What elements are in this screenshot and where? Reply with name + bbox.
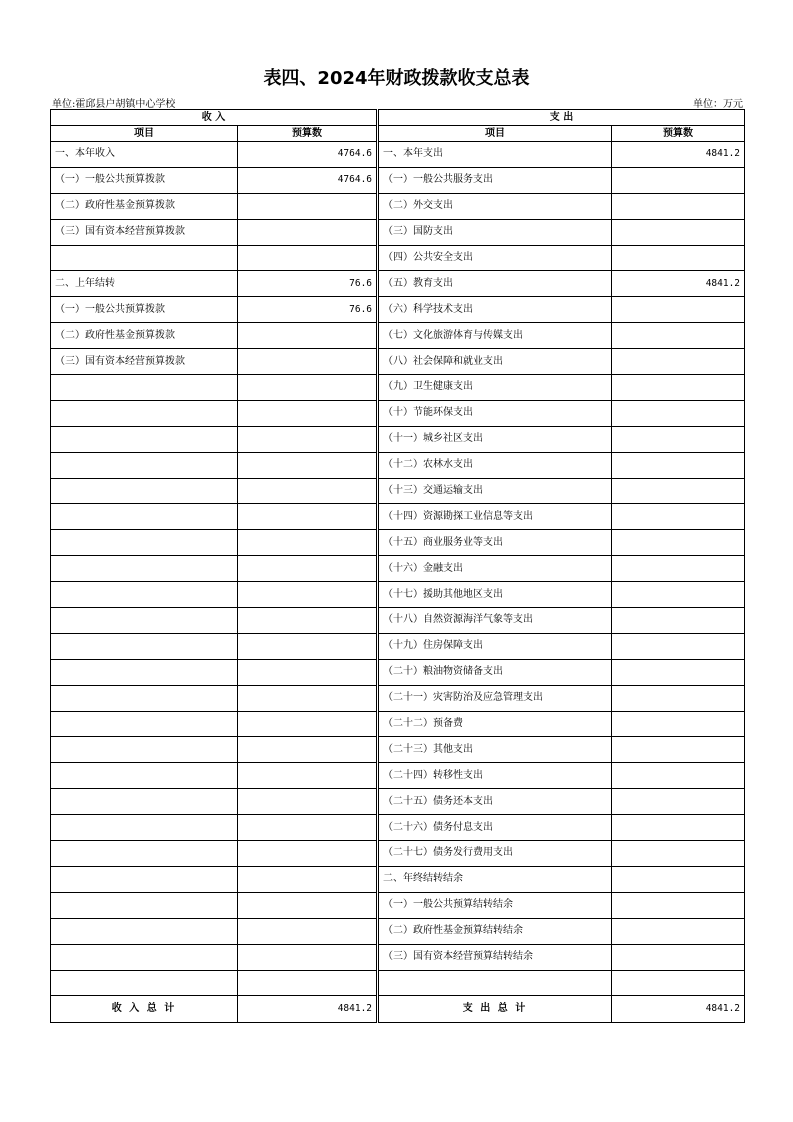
income-item-cell: 一、本年收入: [51, 142, 238, 168]
income-item-cell: [51, 608, 238, 634]
expense-item-cell: （二十五）债务还本支出: [379, 789, 612, 815]
table-row: [51, 349, 745, 375]
expense-item-cell: （二十四）转移性支出: [379, 763, 612, 789]
income-value-cell: [238, 815, 377, 841]
income-item-cell: （二）政府性基金预算拨款: [51, 323, 238, 349]
income-value-cell: [238, 426, 377, 452]
table-row: [51, 841, 745, 867]
expense-value-cell: [612, 530, 745, 556]
expense-item-cell: （十二）农林水支出: [379, 452, 612, 478]
income-value-cell: [238, 685, 377, 711]
table-row: [51, 970, 745, 996]
expense-item-cell: [379, 970, 612, 996]
expense-item-cell: （十五）商业服务业等支出: [379, 530, 612, 556]
expense-value-cell: [612, 556, 745, 582]
expense-item-cell: （十七）援助其他地区支出: [379, 582, 612, 608]
table-row: [51, 866, 745, 892]
expense-item-cell: 二、年终结转结余: [379, 866, 612, 892]
budget-table-body: [51, 110, 745, 1023]
income-value-cell: [238, 789, 377, 815]
expense-value-cell: [612, 841, 745, 867]
expense-item-cell: （二十六）债务付息支出: [379, 815, 612, 841]
expense-value-cell: [612, 789, 745, 815]
page-title: 表四、2024年财政拨款收支总表: [263, 68, 530, 89]
expense-value-cell: [612, 323, 745, 349]
table-row: [51, 944, 745, 970]
expense-value-cell: [612, 737, 745, 763]
table-row: [51, 142, 745, 168]
table-row: [51, 556, 745, 582]
income-value-cell: [238, 763, 377, 789]
table-row: [51, 400, 745, 426]
expense-value-cell: [612, 478, 745, 504]
expense-item-cell: （十三）交通运输支出: [379, 478, 612, 504]
expense-item-cell: （十四）资源勘探工业信息等支出: [379, 504, 612, 530]
table-row: [51, 582, 745, 608]
income-item-cell: [51, 789, 238, 815]
income-item-cell: [51, 452, 238, 478]
expense-value-cell: [612, 633, 745, 659]
table-row: [51, 815, 745, 841]
expense-item-cell: （六）科学技术支出: [379, 297, 612, 323]
income-item-cell: [51, 866, 238, 892]
income-item-cell: [51, 504, 238, 530]
income-section-header: 收 入: [51, 110, 377, 126]
table-row: [51, 504, 745, 530]
income-item-cell: （三）国有资本经营预算拨款: [51, 219, 238, 245]
table-row: [51, 271, 745, 297]
expense-item-cell: （十一）城乡社区支出: [379, 426, 612, 452]
expense-item-cell: （八）社会保障和就业支出: [379, 349, 612, 375]
income-value-cell: [238, 219, 377, 245]
table-row: [51, 892, 745, 918]
expense-value-cell: 4841.2: [612, 271, 745, 297]
income-value-cell: [238, 556, 377, 582]
expense-value-cell: [612, 426, 745, 452]
income-item-cell: [51, 245, 238, 271]
income-value-cell: [238, 918, 377, 944]
expense-budget-header: 预算数: [612, 126, 745, 142]
income-item-cell: [51, 659, 238, 685]
income-total-label: 收 入 总 计: [51, 996, 238, 1023]
income-item-header: 项目: [51, 126, 238, 142]
expense-value-cell: [612, 659, 745, 685]
expense-value-cell: [612, 167, 745, 193]
table-row: [51, 452, 745, 478]
income-value-cell: [238, 892, 377, 918]
income-value-cell: [238, 944, 377, 970]
expense-value-cell: [612, 892, 745, 918]
expense-value-cell: [612, 866, 745, 892]
income-value-cell: [238, 582, 377, 608]
income-value-cell: [238, 478, 377, 504]
income-value-cell: [238, 504, 377, 530]
expense-item-cell: （十九）住房保障支出: [379, 633, 612, 659]
income-item-cell: [51, 582, 238, 608]
income-item-cell: [51, 918, 238, 944]
table-row: [51, 737, 745, 763]
income-value-cell: [238, 245, 377, 271]
expense-value-cell: [612, 504, 745, 530]
income-item-cell: [51, 737, 238, 763]
expense-value-cell: [612, 219, 745, 245]
expense-item-header: 项目: [379, 126, 612, 142]
table-row: [51, 659, 745, 685]
expense-value-cell: [612, 970, 745, 996]
income-item-cell: [51, 841, 238, 867]
budget-table: [50, 109, 745, 1023]
expense-value-cell: [612, 815, 745, 841]
expense-value-cell: [612, 918, 745, 944]
income-item-cell: [51, 892, 238, 918]
table-row: [51, 167, 745, 193]
expense-value-cell: [612, 685, 745, 711]
income-item-cell: [51, 970, 238, 996]
expense-item-cell: （二十二）预备费: [379, 711, 612, 737]
table-row: [51, 426, 745, 452]
income-value-cell: [238, 349, 377, 375]
income-value-cell: [238, 608, 377, 634]
expense-item-cell: （二）外交支出: [379, 193, 612, 219]
income-item-cell: [51, 426, 238, 452]
expense-item-cell: （二十七）债务发行费用支出: [379, 841, 612, 867]
table-row: [51, 685, 745, 711]
expense-value-cell: [612, 193, 745, 219]
income-value-cell: [238, 375, 377, 401]
expense-item-cell: （二）政府性基金预算结转结余: [379, 918, 612, 944]
table-row: [51, 478, 745, 504]
income-value-cell: [238, 452, 377, 478]
expense-item-cell: （十）节能环保支出: [379, 400, 612, 426]
income-item-cell: （二）政府性基金预算拨款: [51, 193, 238, 219]
income-item-cell: [51, 815, 238, 841]
expense-item-cell: （三）国防支出: [379, 219, 612, 245]
expense-item-cell: （二十三）其他支出: [379, 737, 612, 763]
expense-item-cell: （十八）自然资源海洋气象等支出: [379, 608, 612, 634]
income-budget-header: 预算数: [238, 126, 377, 142]
income-total-value: 4841.2: [238, 996, 377, 1023]
income-item-cell: （一）一般公共预算拨款: [51, 167, 238, 193]
currency-unit-label: 单位：万元: [693, 99, 743, 110]
expense-item-cell: 一、本年支出: [379, 142, 612, 168]
expense-value-cell: [612, 711, 745, 737]
expense-item-cell: （七）文化旅游体育与传媒支出: [379, 323, 612, 349]
expense-value-cell: [612, 375, 745, 401]
table-row: [51, 375, 745, 401]
expense-item-cell: （二十一）灾害防治及应急管理支出: [379, 685, 612, 711]
table-row: [51, 245, 745, 271]
income-value-cell: [238, 323, 377, 349]
expense-total-label: 支 出 总 计: [379, 996, 612, 1023]
expense-item-cell: （一）一般公共服务支出: [379, 167, 612, 193]
total-row: [51, 996, 745, 1023]
column-header-row: [51, 126, 745, 142]
income-value-cell: [238, 659, 377, 685]
table-row: [51, 608, 745, 634]
expense-section-header: 支 出: [379, 110, 745, 126]
income-value-cell: [238, 400, 377, 426]
expense-item-cell: （一）一般公共预算结转结余: [379, 892, 612, 918]
table-row: [51, 219, 745, 245]
expense-value-cell: [612, 582, 745, 608]
income-value-cell: [238, 711, 377, 737]
expense-value-cell: [612, 349, 745, 375]
income-value-cell: 4764.6: [238, 142, 377, 168]
expense-item-cell: （二十）粮油物资储备支出: [379, 659, 612, 685]
income-item-cell: （一）一般公共预算拨款: [51, 297, 238, 323]
expense-total-value: 4841.2: [612, 996, 745, 1023]
expense-value-cell: [612, 400, 745, 426]
income-item-cell: [51, 944, 238, 970]
income-item-cell: [51, 400, 238, 426]
expense-item-cell: （四）公共安全支出: [379, 245, 612, 271]
expense-value-cell: [612, 297, 745, 323]
income-value-cell: [238, 530, 377, 556]
income-item-cell: [51, 711, 238, 737]
table-row: [51, 633, 745, 659]
table-row: [51, 530, 745, 556]
income-value-cell: [238, 737, 377, 763]
income-value-cell: [238, 193, 377, 219]
income-value-cell: [238, 841, 377, 867]
income-item-cell: [51, 633, 238, 659]
income-item-cell: [51, 478, 238, 504]
income-item-cell: [51, 530, 238, 556]
expense-value-cell: [612, 245, 745, 271]
income-item-cell: [51, 375, 238, 401]
income-value-cell: 4764.6: [238, 167, 377, 193]
income-value-cell: 76.6: [238, 297, 377, 323]
table-row: [51, 789, 745, 815]
organization-unit-label: 单位:霍邱县户胡镇中心学校: [52, 99, 176, 110]
income-item-cell: [51, 763, 238, 789]
table-row: [51, 297, 745, 323]
expense-item-cell: （九）卫生健康支出: [379, 375, 612, 401]
income-value-cell: [238, 633, 377, 659]
table-row: [51, 918, 745, 944]
income-item-cell: （三）国有资本经营预算拨款: [51, 349, 238, 375]
expense-value-cell: 4841.2: [612, 142, 745, 168]
expense-value-cell: [612, 452, 745, 478]
expense-value-cell: [612, 944, 745, 970]
expense-item-cell: （三）国有资本经营预算结转结余: [379, 944, 612, 970]
expense-value-cell: [612, 763, 745, 789]
expense-item-cell: （十六）金融支出: [379, 556, 612, 582]
income-value-cell: [238, 866, 377, 892]
income-item-cell: [51, 556, 238, 582]
income-item-cell: [51, 685, 238, 711]
table-row: [51, 323, 745, 349]
table-row: [51, 763, 745, 789]
expense-value-cell: [612, 608, 745, 634]
table-row: [51, 711, 745, 737]
income-value-cell: [238, 970, 377, 996]
table-row: [51, 193, 745, 219]
expense-item-cell: （五）教育支出: [379, 271, 612, 297]
section-header-row: [51, 110, 745, 126]
income-value-cell: 76.6: [238, 271, 377, 297]
income-item-cell: 二、上年结转: [51, 271, 238, 297]
